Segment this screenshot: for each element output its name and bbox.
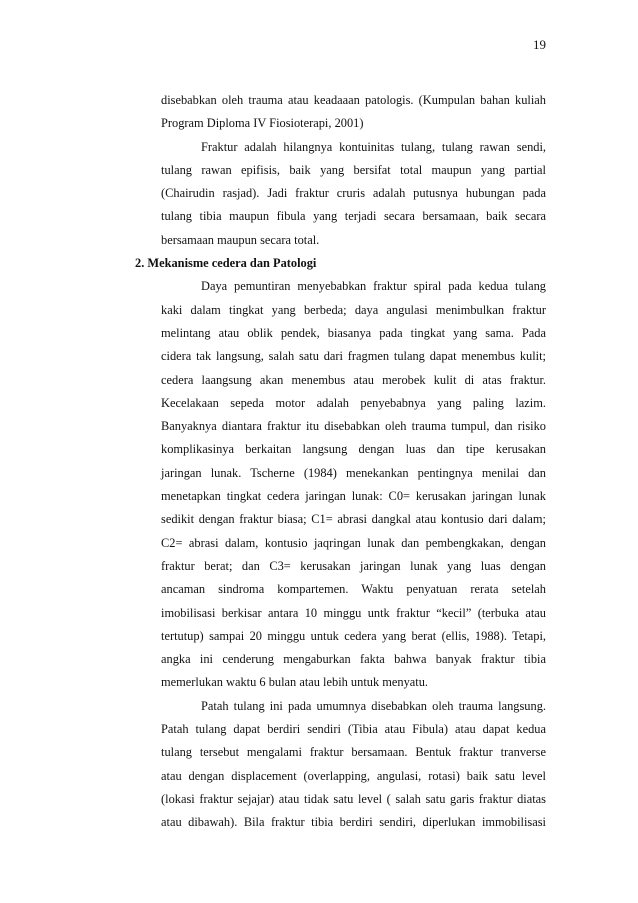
paragraph-fracture-types <box>148 695 546 835</box>
text-line: disebabkan oleh trauma atau keadaaan patologis. (Kumpulan bahan kuliah <box>161 93 546 107</box>
text-line: Fraktur adalah hilangnya kontuinitas tulang, tulang rawan sendi, <box>201 139 546 154</box>
text-line: Daya pemuntiran menyebabkan fraktur spiral pada kedua tulang <box>201 279 546 294</box>
text-line: (lokasi fraktur sejajar) atau tidak satu level ( salah satu garis fraktur diatas <box>161 791 546 806</box>
paragraph-definition <box>148 136 546 252</box>
text-line: (Chairudin rasjad). Jadi fraktur cruris adalah putusnya hubungan pada <box>161 186 546 201</box>
paragraph-citation <box>148 89 546 136</box>
text-line: Program Diploma IV Fiosioterapi, 2001) <box>161 116 364 131</box>
text-line: imobilisasi berkisar antara 10 minggu untk fraktur “kecil” (terbuka atau <box>161 605 546 620</box>
text-line: menetapkan tingkat cedera jaringan lunak: C0= kerusakan jaringan lunak <box>161 489 546 504</box>
text-line: melintang atau oblik pendek, biasanya pada tingkat yang sama. Pada <box>161 325 546 340</box>
text-line: tulang tersebut mengalami fraktur bersamaan. Bentuk fraktur tranverse <box>161 745 546 760</box>
page-number: 19 <box>533 37 546 52</box>
text-line: kaki dalam tingkat yang berbeda; daya angulasi menimbulkan fraktur <box>161 302 546 317</box>
text-line: ancaman sindroma kompartemen. Waktu penyatuan rerata setelah <box>161 582 546 597</box>
text-line: jaringan lunak. Tscherne (1984) menekankan pentingnya menilai dan <box>161 465 546 480</box>
text-line: angka ini cenderung mengaburkan fakta bahwa banyak fraktur tibia <box>161 652 546 667</box>
text-line: fraktur berat; dan C3= kerusakan jaringan lunak yang luas dengan <box>161 558 546 573</box>
text-line: C2= abrasi dalam, kontusio jaqringan lunak dan pembengkakan, dengan <box>161 535 546 550</box>
text-line: bersamaan maupun secara total. <box>161 232 320 247</box>
text-line: atau dengan displacement (overlapping, angulasi, rotasi) baik satu level <box>161 768 546 783</box>
text-line: komplikasinya berkaitan langsung dengan luas dan tipe kerusakan <box>161 442 546 457</box>
text-line: Patah tulang ini pada umumnya disebabkan oleh trauma langsung. <box>201 698 546 713</box>
paragraph-mechanism <box>148 275 546 694</box>
text-line: sedikit dengan fraktur biasa; C1= abrasi dangkal atau kontusio dari dalam; <box>161 512 546 527</box>
text-line: tertutup) sampai 20 minggu untuk cedera yang berat (ellis, 1988). Tetapi, <box>161 628 546 643</box>
text-line: cedera laangsung akan menembus atau merobek kulit di atas fraktur. <box>161 372 546 387</box>
text-line: atau dibawah). Bila fraktur tibia berdiri sendiri, diperlukan immobilisasi <box>161 815 546 830</box>
text-line: Kecelakaan sepeda motor adalah penyebabnya yang paling lazim. <box>161 395 546 410</box>
text-line: memerlukan waktu 6 bulan atau lebih untuk menyatu. <box>161 675 429 690</box>
text-line: Banyaknya diantara fraktur itu disebabkan oleh trauma tumpul, dan risiko <box>161 419 546 434</box>
text-line: tulang rawan epifisis, baik yang bersifat total maupun yang partial <box>161 162 546 177</box>
text-line: Patah tulang dapat berdiri sendiri (Tibia atau Fibula) atau dapat kedua <box>161 722 546 737</box>
section-heading: 2. Mekanisme cedera dan Patologi <box>135 256 317 271</box>
text-line: cidera tak langsung, salah satu dari fragmen tulang dapat menembus kulit; <box>161 349 546 364</box>
text-line: tulang tibia maupun fibula yang terjadi secara bersamaan, baik secara <box>161 209 546 224</box>
document-body <box>135 89 546 835</box>
